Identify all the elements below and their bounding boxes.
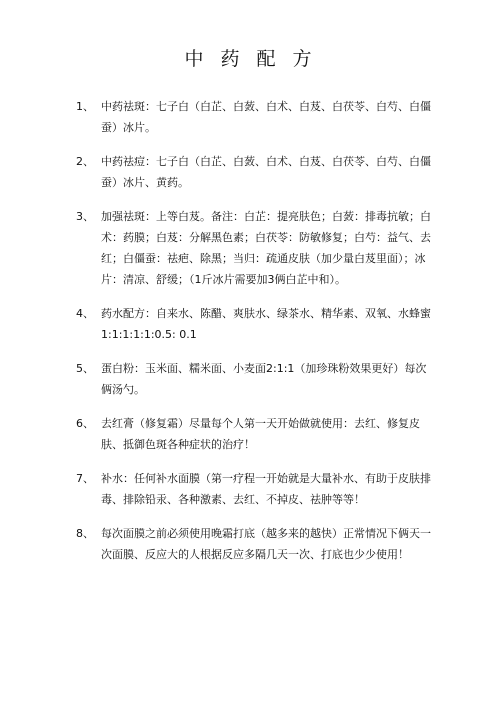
list-item [76, 468, 436, 510]
item-text: 蛋白粉：玉米面、糯米面、小麦面2:1:1（加珍珠粉效果更好）每次俩汤勺。 [101, 362, 427, 396]
item-text: 每次面膜之前必须使用晚霜打底（越多来的越快）正常情况下俩天一次面膜、反应大的人根据反应多隔几天一次、打底也少少使用！ [101, 527, 431, 561]
page-title: 中药配方 [184, 48, 329, 70]
list-item [76, 303, 436, 345]
formula-list [76, 96, 436, 578]
item-number: 7、 [76, 472, 94, 485]
list-item [76, 413, 436, 455]
list-item [76, 96, 436, 138]
item-number: 1、 [76, 100, 94, 113]
list-item [76, 523, 436, 565]
item-text: 中药祛痘：七子白（白芷、白蔹、白术、白芨、白茯苓、白芍、白僵蚕）冰片、黄药。 [101, 155, 431, 189]
item-text: 药水配方：自来水、陈醋、爽肤水、绿茶水、精华素、双氧、水蜂蜜1:1:1:1:1:0.5: 0.1 [101, 307, 431, 341]
item-number: 8、 [76, 527, 94, 540]
item-number: 5、 [76, 362, 94, 375]
list-item [76, 151, 436, 193]
item-number: 6、 [76, 417, 94, 430]
item-number: 4、 [76, 307, 94, 320]
list-item [76, 358, 436, 400]
list-item [76, 206, 436, 290]
item-text: 补水：任何补水面膜（第一疗程一开始就是大量补水、有助于皮肤排毒、排除铅汞、各种激素、去红、不掉皮、祛肿等等！ [101, 472, 431, 506]
item-text: 去红膏（修复霜）尽量每个人第一天开始做就使用：去红、修复皮肤、抵御色斑各种症状的治疗！ [101, 417, 420, 451]
item-number: 3、 [76, 210, 94, 223]
item-text: 中药祛斑：七子白（白芷、白蔹、白术、白芨、白茯苓、白芍、白僵蚕）冰片。 [101, 100, 431, 134]
item-number: 2、 [76, 155, 94, 168]
item-text: 加强祛斑：上等白芨。备注：白芷：提亮肤色；白蔹：排毒抗敏；白术：药膜；白芨：分解黑色素；白茯苓：防敏修复；白芍：益气、去红；白僵蚕：祛疤、除黑；当归：疏通皮肤（加少量白芨里面）；冰片：清凉、舒缓；（1斤冰片需要加3俩白芷中和）。 [101, 210, 431, 286]
